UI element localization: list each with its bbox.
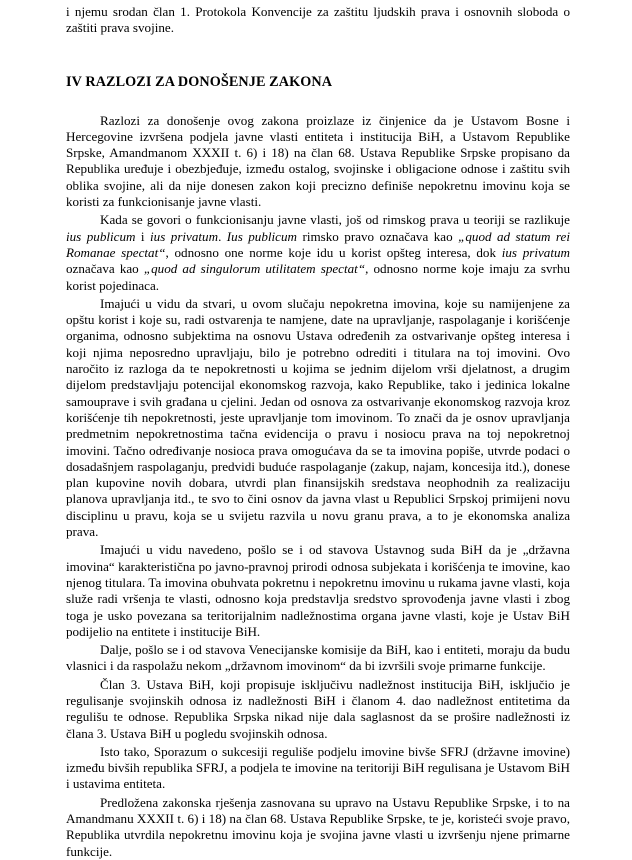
paragraph-8: Predložena zakonska rješenja zasnovana su upravo na Ustavu Republike Srpske, i to na Amandmanu XXXII t. 6) i 18) na član 68. Ustava Republike Srpske, te je, koristeći svoje pravo, Republika utvrdila nepokretnu imovinu koja je svojina javne vlasti u izvršenju njene primarne funkcije. <box>66 794 570 859</box>
intro-paragraph: i njemu srodan član 1. Protokola Konvencije za zaštitu ljudskih prava i osnovnih sloboda o zaštiti prava svojine. <box>66 4 570 36</box>
paragraph-6: Član 3. Ustava BiH, koji propisuje isključivu nadležnost institucija BiH, isključio je regulisanje svojinskih odnosa iz nadležnosti BiH i članom 4. dao nadležnost entitetima da regulišu te odnose. Republika Srpska nikad nije dala saglasnost da se proširе nadležnosti iz člana 3. Ustava BiH u pogledu svojinskih odnosa. <box>66 676 570 741</box>
paragraph-2: Kada se govori o funkcionisanju javne vlasti, još od rimskog prava u teoriji se razlikuje ius publicum i ius privatum. Ius publicum rimsko pravo označava kao „quod ad statum rei Romanae spectat“, odnosno one norme koje idu u korist opšteg interesa, dok ius privatum označava kao „quod ad singulorum utilitatem spectat“, odnosno norme koje imaju za svrhu korist pojedinaca. <box>66 212 571 293</box>
section-heading: IV RAZLOZI ZA DONOŠENJE ZAKONA <box>66 73 333 90</box>
paragraph-7: Isto tako, Sporazum o sukcesiji reguliše podjelu imovine bivše SFRJ (državne imovine) između bivših republika SFRJ, a podjela te imovine na teritoriji BiH regulisana je Ustavom BiH i ustavima entiteta. <box>66 743 570 792</box>
paragraph-5: Dalje, pošlo se i od stavova Venecijanske komisije da BiH, kao i entiteti, moraju da budu vlasnici i da raspolažu nekom „državnom imovinom“ da bi izvršili svoje primarne funkcije. <box>66 642 570 674</box>
paragraph-4: Imajući u vidu navedeno, pošlo se i od stavova Ustavnog suda BiH da je „državna imovina“ karakteristična po javno-pravnoj prirodi odnosa subjekata i korišćenja te imovine, kao njenog titulara. Ta imovina obuhvata pokretnu i nepokretnu imovinu u rukama javne vlasti, koja služe radi vršenja te vlasti, odnosno koja predstavlja sredstvo sprovođenja javne vlasti i zbog toga je usko povezana sa teritorijalnim nadležnostima organa javne vlasti, koje je Ustav BiH podijelio na entitete i institucije BiH. <box>66 542 570 639</box>
paragraph-3: Imajući u vidu da stvari, u ovom slučaju nepokretna imovina, koje su namijenjene za opštu korist i koje su, radi ostvarenja te namjene, date na upravljanje, raspolaganje i korišćenje organima, odnosno subjektima na osnovu Ustava određenih za ostvarivanje opšteg interesa i koji njima neposredno upravljaju, bilo je potrebno odrediti i titulara na toj imovini. Ovo naročito iz razloga da te nepokretnosti u kojima se jednim dijelom vrši djelatnost, a drugim dijelom predstavljaju potencijal ekonomskog razvoja, kako Republike, tako i jedinica lokalne samouprave i svih građana u cjelini. Jedan od osnova za ostvarivanje ekonomskog razvoja kroz korišćenje tih nepokretnosti, jeste upravljanje tom imovinom. To znači da je osnov upravljanja predmetnim nepokretnostima tačna evidencija o pravu i nosiocu prava na toj nepokretnoj imovini. Tačno određivanje nosioca prava omogućava da se ta imovina popiše, utvrde podaci o dosadašnjem raspolaganju, predvidi buduće raspolaganje (zakup, najam, koncesija itd.), donese plan kupovine novih dobara, utvrdi plan finansijskih sredstava neophodnih za realizaciju planova upravljanja itd., te svo to čini osnov da javna vlast u Republici Srpskoj primijeni novu disciplinu u pravu, koja se u svijetu razvila u novu granu prava, a to je ekonomska analiza prava. <box>66 295 570 540</box>
paragraph-1: Razlozi za donošenje ovog zakona proizlaze iz činjenice da je Ustavom Bosne i Hercegovine izvršena podjela javne vlasti entiteta i institucija BiH, a Ustavom Republike Srpske, Amandmanom XXXII t. 6) i 18) na član 68. Ustava Republike Srpske propisano da Republika uređuje i obezbjeđuje, između ostalog, svojinske i obligacione odnose i zaštitu svih oblika svojine, ali da nije donesen zakon koji precizno definiše nepokretnu imovinu koja se koristi za funkcionisanje javne vlasti. <box>66 112 570 210</box>
